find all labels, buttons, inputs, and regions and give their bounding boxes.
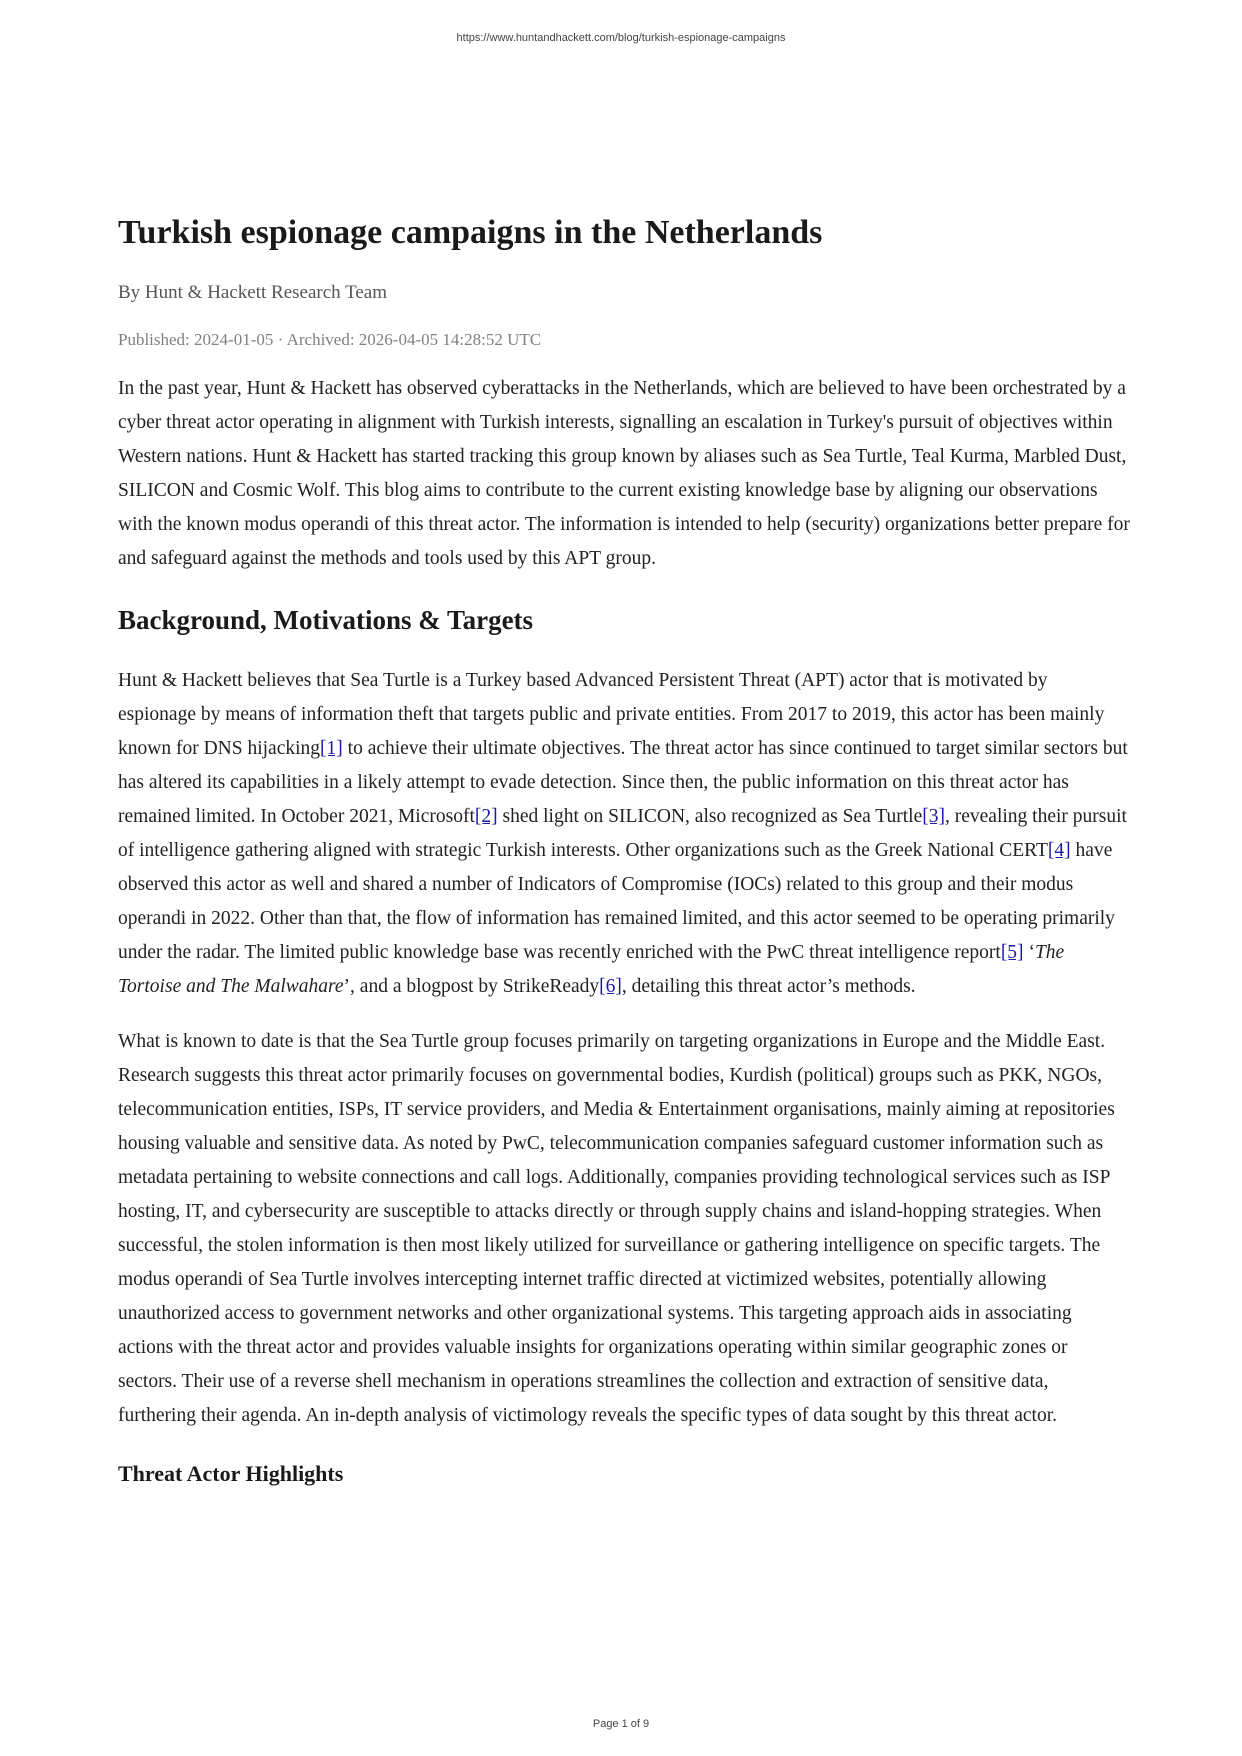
section-heading-highlights: Threat Actor Highlights (118, 1461, 344, 1486)
text-segment: , revealing their pursuit of intelligence gathering aligned with strategic Turkish interests. Other organizations such as the Greek National CERT (118, 806, 1127, 861)
background-paragraph (118, 664, 1130, 1004)
article-meta: Published: 2024-01-05 · Archived: 2026-04-05 14:28:52 UTC (118, 330, 542, 349)
page-title: Turkish espionage campaigns in the Netherlands (118, 214, 823, 251)
text-segment: to achieve their ultimate objectives. The threat actor has since continued to target similar sectors but has altered its capabilities in a likely attempt to evade detection. Since then, the public information on this threat actor has remained limited. In October 2021, Microsoft (118, 738, 1128, 827)
citation-link-2[interactable]: [2] (474, 806, 498, 827)
intro-paragraph: In the past year, Hunt & Hackett has observed cyberattacks in the Netherlands, which are believed to have been orchestrated by a cyber threat actor operating in alignment with Turkish interests, signalling an escalation in Turkey's pursuit of objectives within Western nations. Hunt & Hackett has started tracking this group known by aliases such as Sea Turtle, Teal Kurma, Marbled Dust, SILICON and Cosmic Wolf. This blog aims to contribute to the current existing knowledge base by aligning our observations with the known modus operandi of this threat actor. The information is intended to help (security) organizations better prepare for and safeguard against the methods and tools used by this APT group. (118, 378, 1130, 569)
text-segment: , detailing this threat actor’s methods. (621, 976, 916, 997)
article-byline: By Hunt & Hackett Research Team (118, 282, 387, 303)
text-segment: ’, and a blogpost by StrikeReady (343, 976, 600, 997)
citation-link-5[interactable]: [5] (1000, 942, 1024, 963)
citation-link-3[interactable]: [3] (922, 806, 945, 827)
report-title-italic: The Tortoise and The Malwahare (118, 942, 1065, 997)
page-url-header: https://www.huntandhackett.com/blog/turkish-espionage-campaigns (456, 32, 786, 44)
section-heading-background: Background, Motivations & Targets (118, 605, 534, 635)
text-segment: have observed this actor as well and shared a number of Indicators of Compromise (IOCs) related to this group and their modus operandi in 2022. Other than that, the flow of information has remained limited, and this actor seemed to be operating primarily under the radar. The limited public knowledge base was recently enriched with the PwC threat intelligence report (118, 840, 1115, 963)
page-number-footer: Page 1 of 9 (592, 1718, 650, 1730)
citation-link-4[interactable]: [4] (1047, 840, 1071, 861)
citation-link-1[interactable]: [1] (320, 738, 343, 759)
text-segment: Hunt & Hackett believes that Sea Turtle is a Turkey based Advanced Persistent Threat (APT) actor that is motivated by espionage by means of information theft that targets public and private entities. From 2017 to 2019, this actor has been mainly known for DNS hijacking (118, 670, 1105, 759)
text-segment: ‘ (1023, 942, 1035, 963)
targets-paragraph: What is known to date is that the Sea Turtle group focuses primarily on targeting organizations in Europe and the Middle East. Research suggests this threat actor primarily focuses on governmental bodies, Kurdish (political) groups such as PKK, NGOs, telecommunication entities, ISPs, IT service providers, and Media & Entertainment organisations, mainly aiming at repositories housing valuable and sensitive data. As noted by PwC, telecommunication companies safeguard customer information such as metadata pertaining to website connections and call logs. Additionally, companies providing technological services such as ISP hosting, IT, and cybersecurity are susceptible to attacks directly or through supply chains and island-hopping strategies. When successful, the stolen information is then most likely utilized for surveillance or gathering intelligence on specific targets. The modus operandi of Sea Turtle involves intercepting internet traffic directed at victimized websites, potentially allowing unauthorized access to government networks and other organizational systems. This targeting approach aids in associating actions with the threat actor and provides valuable insights for organizations operating within similar geographic zones or sectors. Their use of a reverse shell mechanism in operations streamlines the collection and extraction of sensitive data, furthering their agenda. An in-depth analysis of victimology reveals the specific types of data sought by this threat actor. (118, 1031, 1115, 1426)
citation-link-6[interactable]: [6] (599, 976, 622, 997)
article (118, 208, 1130, 1489)
text-segment: shed light on SILICON, also recognized as Sea Turtle (497, 806, 923, 827)
